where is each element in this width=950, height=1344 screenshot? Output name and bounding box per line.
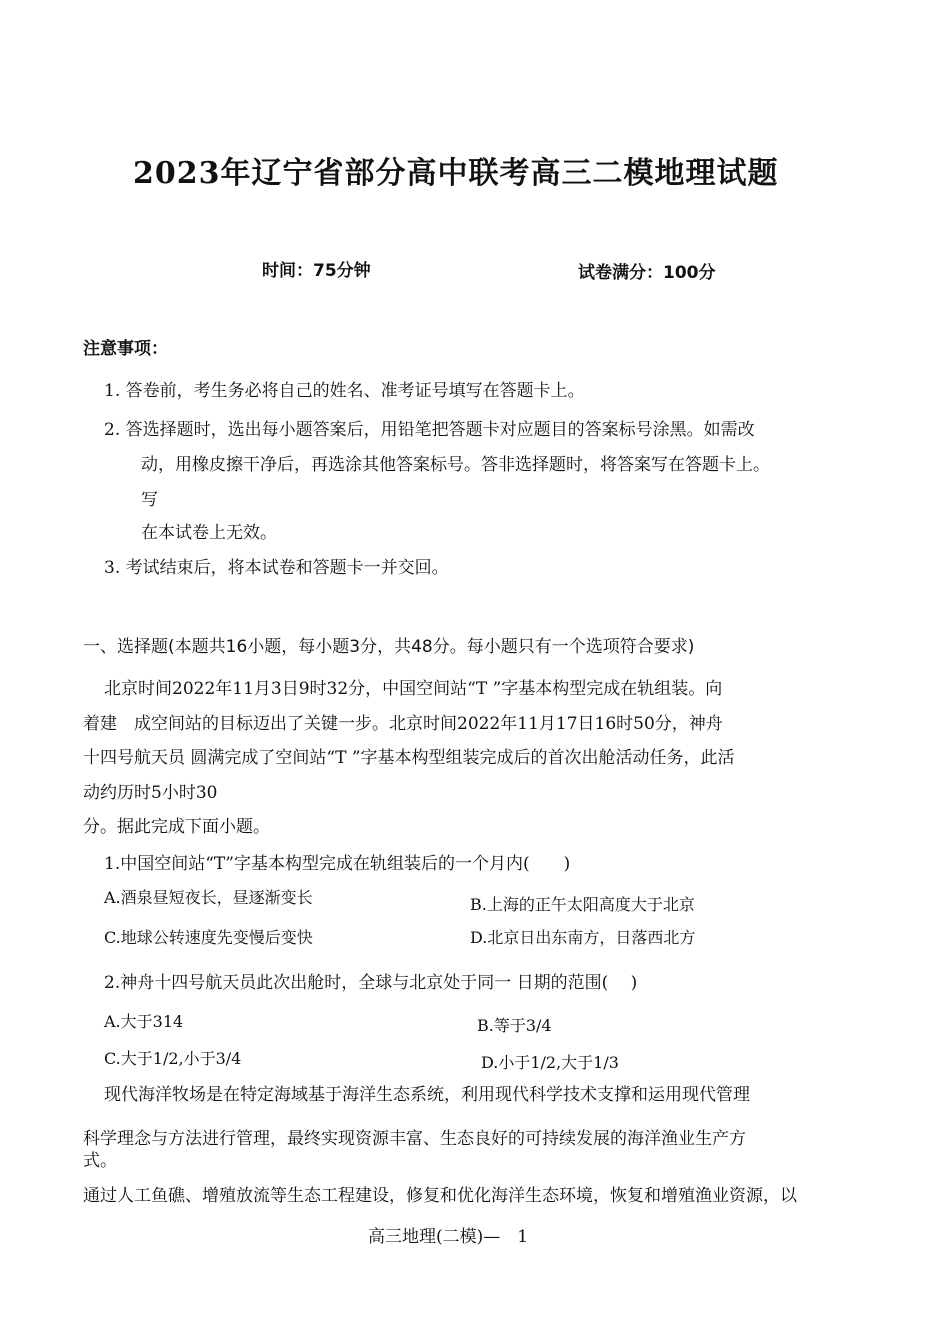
passage-1-line-4: 动约历时5小时30 <box>83 783 218 803</box>
question-1-option-d: D.北京日出东南方，日落西北方 <box>470 928 696 947</box>
passage-2-line-4: 通过人工鱼礁、增殖放流等生态工程建设，修复和优化海洋生态环境，恢复和增殖渔业资源，以 <box>83 1186 797 1206</box>
notice-heading: 注意事项： <box>83 339 168 359</box>
question-1-stem: 1.中国空间站“T”字基本构型完成在轨组装后的一个月内( ) <box>104 854 571 874</box>
passage-1-line-2: 着建 成空间站的目标迈出了关键一步。北京时间2022年11月17日16时50分，神舟 <box>83 714 723 734</box>
notice-item-2-line-2: 动，用橡皮擦干净后，再选涂其他答案标号。答非选择题时，将答案写在答题卡上。 <box>141 455 770 475</box>
passage-1-line-5: 分。据此完成下面小题。 <box>83 817 270 837</box>
notice-item-2-line-1: 2. 答选择题时，选出每小题答案后，用铅笔把答题卡对应题目的答案标号涂黑。如需改 <box>104 420 755 440</box>
page-title: 2023年辽宁省部分高中联考高三二模地理试题 <box>133 156 779 191</box>
notice-item-1: 1. 答卷前，考生务必将自己的姓名、准考证号填写在答题卡上。 <box>104 381 585 401</box>
passage-1-line-1: 北京时间2022年11月3日9时32分，中国空间站“T ”字基本构型完成在轨组装。向 <box>104 679 723 699</box>
passage-2-line-3: 式。 <box>83 1151 117 1171</box>
question-2-stem: 2.神舟十四号航天员此次出舱时，全球与北京处于同一 日期的范围( ) <box>104 973 638 993</box>
question-2-option-b: B.等于3/4 <box>477 1016 552 1035</box>
full-score: 试卷满分：100分 <box>578 263 716 283</box>
passage-2-line-2: 科学理念与方法进行管理，最终实现资源丰富、生态良好的可持续发展的海洋渔业生产方 <box>83 1129 746 1149</box>
passage-2-line-1: 现代海洋牧场是在特定海域基于海洋生态系统，利用现代科学技术支撑和运用现代管理 <box>104 1085 750 1105</box>
notice-item-2-line-3: 写 <box>141 490 158 510</box>
question-2-option-d: D.小于1/2,大于1/3 <box>481 1053 619 1072</box>
question-1-option-b: B.上海的正午太阳高度大于北京 <box>470 895 695 914</box>
exam-time: 时间：75分钟 <box>262 261 371 281</box>
question-2-option-a: A.大于314 <box>104 1012 184 1031</box>
notice-item-3: 3. 考试结束后，将本试卷和答题卡一并交回。 <box>104 558 449 578</box>
question-1-option-c: C.地球公转速度先变慢后变快 <box>104 928 313 947</box>
question-1-option-a: A.酒泉昼短夜长，昼逐渐变长 <box>104 888 313 907</box>
page-footer: 高三地理(二模)— 1 <box>368 1227 529 1247</box>
question-2-option-c: C.大于1/2,小于3/4 <box>104 1049 242 1068</box>
notice-item-2-line-4: 在本试卷上无效。 <box>141 523 277 543</box>
section-heading: 一、选择题(本题共16小题，每小题3分，共48分。每小题只有一个选项符合要求) <box>83 637 695 657</box>
passage-1-line-3: 十四号航天员 圆满完成了空间站“T ”字基本构型组装完成后的首次出舱活动任务，此活 <box>83 748 735 768</box>
